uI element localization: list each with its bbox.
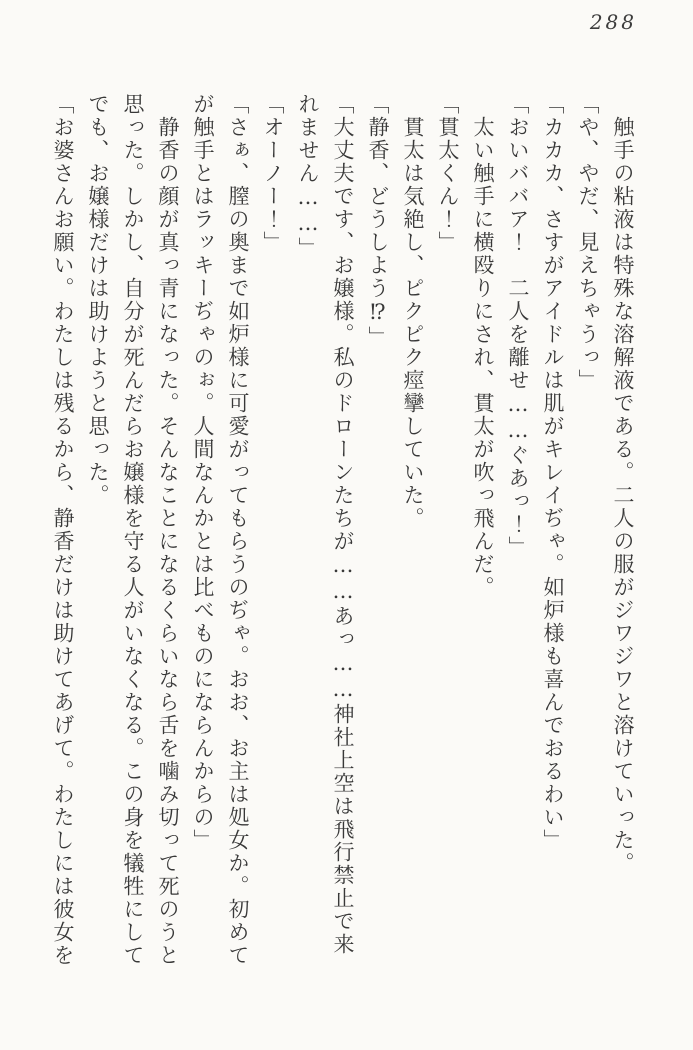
text-line: 「大丈夫です、お嬢様。私のドローンたちが……あっ……神社上空は飛行禁止で来 [331,93,355,956]
text-line: 思った。しかし、自分が死んだらお嬢様を守る人がいなくなる。この身を犠牲にして [121,93,145,967]
text-line: 静香の顔が真っ青になった。そんなことになるくらいなら舌を噛み切って死のうと [156,116,180,967]
page-number: 288 [589,10,637,34]
text-line: 貫太は気絶し、ピクピク痙攣していた。 [401,116,425,530]
text-line: 「や、やだ、見えちゃうっ」 [576,93,600,392]
text-line: 「お婆さんお願い。わたしは残るから、静香だけは助けてあげて。わたしには彼女を [51,93,75,967]
text-line: 「おいババア！ 二人を離せ……ぐあっ！」 [506,93,530,559]
text-line: 「さぁ、膣の奥まで如炉様に可愛がってもらうのぢゃ。おお、お主は処女か。初めて [226,93,250,967]
text-line: 触手の粘液は特殊な溶解液である。二人の服がジワジワと溶けていった。 [611,116,635,875]
text-line: が触手とはラッキーぢゃのぉ。人間なんかとは比べものにならんからの」 [191,93,215,852]
text-line: 「カカカ、さすがアイドルは肌がキレイぢゃ。如炉様も喜んでおるわい」 [541,93,565,852]
text-line: 「静香、どうしよう⁉」 [366,93,390,349]
text-line: 「貫太くん！」 [436,93,460,254]
text-line: 太い触手に横殴りにされ、貫太が吹っ飛んだ。 [471,116,495,599]
text-line: 「オーノー！」 [261,93,285,254]
text-line: でも、お嬢様だけは助けようと思った。 [86,93,110,507]
text-line: れません……」 [296,93,320,260]
vertical-text-block [44,93,640,1015]
